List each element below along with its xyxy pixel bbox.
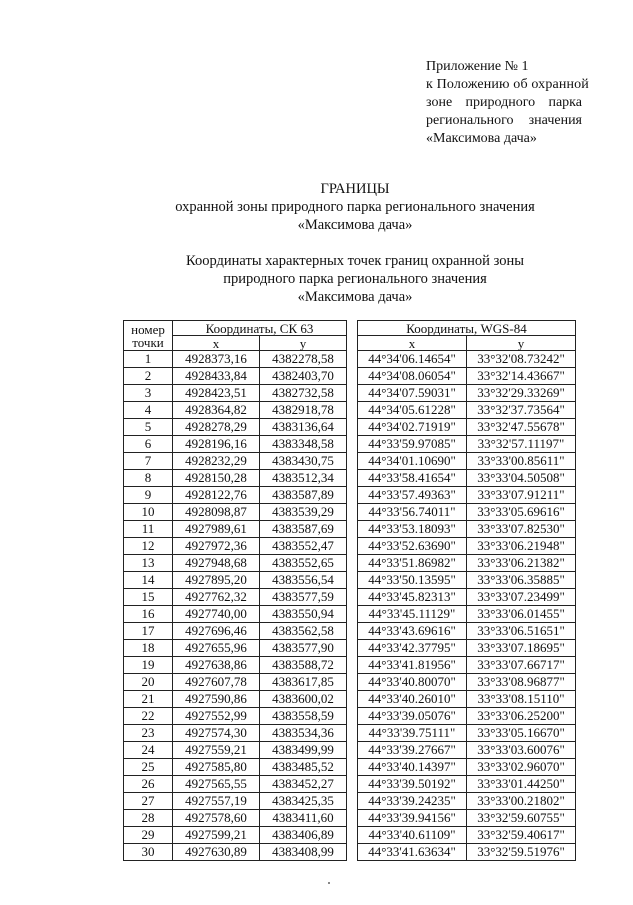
sk63-x-cell: 4927740,00 [173,606,260,623]
point-number-cell: 6 [124,436,173,453]
column-gap [347,623,358,640]
appendix-line-5: «Максимова дача» [426,131,537,146]
wgs84-x-cell: 44°34'05.61228" [358,402,467,419]
wgs84-x-cell: 44°33'53.18093" [358,521,467,538]
point-number-cell: 28 [124,810,173,827]
sk63-header: Координаты, СК 63 [173,321,347,336]
wgs84-x-cell: 44°33'50.13595" [358,572,467,589]
appendix-line-4 [426,112,582,130]
table-row [124,776,576,793]
column-gap [347,351,358,368]
point-number-cell: 18 [124,640,173,657]
table-row [124,436,576,453]
table-row [124,470,576,487]
sk63-y-cell: 4383539,29 [260,504,347,521]
sk63-x-cell: 4927559,21 [173,742,260,759]
sk63-y-cell: 4383408,99 [260,844,347,861]
table-row [124,657,576,674]
wgs84-y-cell: 33°33'07.18695" [467,640,576,657]
wgs84-y-cell: 33°32'59.60755" [467,810,576,827]
sk63-x-cell: 4927630,89 [173,844,260,861]
point-number-cell: 19 [124,657,173,674]
column-gap [347,436,358,453]
sk63-x-header: x [173,336,260,351]
table-row [124,623,576,640]
table-row [124,504,576,521]
point-number-cell: 7 [124,453,173,470]
document-title [100,180,610,234]
wgs84-y-header: y [467,336,576,351]
sk63-y-cell: 4382403,70 [260,368,347,385]
column-gap [347,827,358,844]
wgs84-x-cell: 44°33'57.49363" [358,487,467,504]
sk63-y-cell: 4382278,58 [260,351,347,368]
table-row [124,759,576,776]
sk63-y-cell: 4383411,60 [260,810,347,827]
wgs84-y-cell: 33°33'00.85611" [467,453,576,470]
table-row [124,844,576,861]
sk63-x-cell: 4927585,80 [173,759,260,776]
point-number-header [124,321,173,351]
wgs84-x-cell: 44°33'39.05076" [358,708,467,725]
wgs84-y-cell: 33°33'06.01455" [467,606,576,623]
column-gap [347,470,358,487]
sk63-x-cell: 4928278,29 [173,419,260,436]
column-gap [347,487,358,504]
appendix-line-2: к Положению об охранной [426,77,589,92]
sk63-x-cell: 4927895,20 [173,572,260,589]
sk63-x-cell: 4927948,68 [173,555,260,572]
wgs84-x-cell: 44°33'52.63690" [358,538,467,555]
wgs84-header: Координаты, WGS-84 [358,321,576,336]
table-row [124,453,576,470]
wgs84-y-cell: 33°32'47.55678" [467,419,576,436]
point-number-cell: 15 [124,589,173,606]
wgs84-x-cell: 44°33'43.69616" [358,623,467,640]
point-number-cell: 27 [124,793,173,810]
column-gap [347,844,358,861]
sk63-y-cell: 4383136,64 [260,419,347,436]
sk63-x-cell: 4928232,29 [173,453,260,470]
sk63-y-cell: 4383577,59 [260,589,347,606]
table-row [124,385,576,402]
column-gap [347,385,358,402]
sk63-y-cell: 4383556,54 [260,572,347,589]
sk63-y-cell: 4383430,75 [260,453,347,470]
wgs84-y-cell: 33°33'07.23499" [467,589,576,606]
wgs84-y-cell: 33°33'01.44250" [467,776,576,793]
point-number-cell: 12 [124,538,173,555]
sk63-y-cell: 4383552,65 [260,555,347,572]
wgs84-y-cell: 33°33'06.21382" [467,555,576,572]
table-row [124,742,576,759]
title-heading: ГРАНИЦЫ [320,181,390,197]
point-number-cell: 17 [124,623,173,640]
sk63-y-cell: 4383406,89 [260,827,347,844]
wgs84-x-cell: 44°33'40.14397" [358,759,467,776]
sk63-x-cell: 4927565,55 [173,776,260,793]
wgs84-y-cell: 33°32'59.51976" [467,844,576,861]
wgs84-x-header: x [358,336,467,351]
scan-speck [328,882,330,884]
sk63-x-cell: 4927578,60 [173,810,260,827]
sk63-x-cell: 4927607,78 [173,674,260,691]
sk63-y-cell: 4383534,36 [260,725,347,742]
wgs84-x-cell: 44°33'40.26010" [358,691,467,708]
appendix-note [426,58,589,148]
point-number-cell: 23 [124,725,173,742]
title-line-1: охранной зоны природного парка регионального значения [175,199,535,215]
wgs84-y-cell: 33°33'08.96877" [467,674,576,691]
point-number-cell: 26 [124,776,173,793]
point-number-cell: 16 [124,606,173,623]
column-gap [347,606,358,623]
appendix-word: значения [528,113,582,128]
point-number-cell: 8 [124,470,173,487]
sk63-y-cell: 4383577,90 [260,640,347,657]
table-row [124,572,576,589]
sk63-x-cell: 4927638,86 [173,657,260,674]
sk63-x-cell: 4927557,19 [173,793,260,810]
sk63-y-cell: 4383600,02 [260,691,347,708]
sk63-y-cell: 4383512,34 [260,470,347,487]
column-gap [347,538,358,555]
wgs84-y-cell: 33°33'07.91211" [467,487,576,504]
appendix-word: парка [548,95,582,110]
point-number-cell: 25 [124,759,173,776]
point-number-cell: 22 [124,708,173,725]
wgs84-y-cell: 33°33'03.60076" [467,742,576,759]
table-row [124,725,576,742]
column-gap [347,419,358,436]
sk63-x-cell: 4927655,96 [173,640,260,657]
point-number-cell: 24 [124,742,173,759]
wgs84-x-cell: 44°33'41.63634" [358,844,467,861]
wgs84-x-cell: 44°33'39.24235" [358,793,467,810]
column-gap [347,321,358,351]
wgs84-x-cell: 44°33'39.50192" [358,776,467,793]
wgs84-x-cell: 44°34'01.10690" [358,453,467,470]
sk63-y-cell: 4383348,58 [260,436,347,453]
table-row [124,402,576,419]
point-number-cell: 21 [124,691,173,708]
sk63-y-cell: 4383499,99 [260,742,347,759]
table-row [124,589,576,606]
wgs84-y-cell: 33°33'05.16670" [467,725,576,742]
sk63-x-cell: 4927590,86 [173,691,260,708]
table-row [124,708,576,725]
sk63-y-cell: 4383558,59 [260,708,347,725]
column-gap [347,793,358,810]
table-row [124,538,576,555]
wgs84-x-cell: 44°33'42.37795" [358,640,467,657]
wgs84-x-cell: 44°34'02.71919" [358,419,467,436]
column-gap [347,725,358,742]
wgs84-x-cell: 44°33'51.86982" [358,555,467,572]
wgs84-x-cell: 44°33'45.82313" [358,589,467,606]
column-gap [347,368,358,385]
sk63-x-cell: 4927552,99 [173,708,260,725]
subtitle-line-3: «Максимова дача» [297,289,413,305]
column-gap [347,657,358,674]
sk63-y-cell: 4382732,58 [260,385,347,402]
point-number-cell: 14 [124,572,173,589]
sk63-y-header: y [260,336,347,351]
appendix-word: регионального [426,113,514,128]
point-number-cell: 20 [124,674,173,691]
wgs84-x-cell: 44°33'39.27667" [358,742,467,759]
table-row [124,827,576,844]
wgs84-x-cell: 44°33'41.81956" [358,657,467,674]
wgs84-x-cell: 44°33'56.74011" [358,504,467,521]
column-gap [347,555,358,572]
point-number-cell: 30 [124,844,173,861]
sk63-y-cell: 4383587,69 [260,521,347,538]
point-number-cell: 5 [124,419,173,436]
wgs84-y-cell: 33°32'14.43667" [467,368,576,385]
point-number-cell: 2 [124,368,173,385]
coordinates-rows [124,351,576,861]
appendix-word: зоне [426,95,453,110]
point-number-cell: 3 [124,385,173,402]
appendix-word: природного [465,95,536,110]
sk63-y-cell: 4383425,35 [260,793,347,810]
column-gap [347,402,358,419]
sk63-x-cell: 4928423,51 [173,385,260,402]
sk63-y-cell: 4383617,85 [260,674,347,691]
table-row [124,640,576,657]
sk63-x-cell: 4927972,36 [173,538,260,555]
wgs84-y-cell: 33°33'07.82530" [467,521,576,538]
column-gap [347,521,358,538]
wgs84-x-cell: 44°34'06.14654" [358,351,467,368]
column-gap [347,504,358,521]
sk63-x-cell: 4927762,32 [173,589,260,606]
column-gap [347,453,358,470]
sk63-x-cell: 4928196,16 [173,436,260,453]
title-line-2: «Максимова дача» [297,217,413,233]
wgs84-y-cell: 33°33'00.21802" [467,793,576,810]
wgs84-y-cell: 33°32'59.40617" [467,827,576,844]
table-row [124,691,576,708]
table-row [124,674,576,691]
table-row [124,793,576,810]
wgs84-y-cell: 33°33'05.69616" [467,504,576,521]
point-number-cell: 4 [124,402,173,419]
wgs84-y-cell: 33°33'02.96070" [467,759,576,776]
column-gap [347,742,358,759]
wgs84-y-cell: 33°33'07.66717" [467,657,576,674]
sk63-y-cell: 4382918,78 [260,402,347,419]
point-number-cell: 9 [124,487,173,504]
table-row [124,368,576,385]
wgs84-x-cell: 44°33'40.80070" [358,674,467,691]
wgs84-x-cell: 44°33'40.61109" [358,827,467,844]
table-row [124,606,576,623]
header-word: точки [132,334,164,350]
subtitle-line-2: природного парка регионального значения [223,271,487,287]
sk63-x-cell: 4927574,30 [173,725,260,742]
table-row [124,810,576,827]
sk63-x-cell: 4928364,82 [173,402,260,419]
sk63-y-cell: 4383485,52 [260,759,347,776]
sk63-y-cell: 4383452,27 [260,776,347,793]
wgs84-y-cell: 33°32'29.33269" [467,385,576,402]
column-gap [347,589,358,606]
wgs84-x-cell: 44°34'07.59031" [358,385,467,402]
appendix-line-1: Приложение № 1 [426,59,529,74]
wgs84-x-cell: 44°33'39.75111" [358,725,467,742]
column-gap [347,640,358,657]
sk63-x-cell: 4928433,84 [173,368,260,385]
point-number-cell: 11 [124,521,173,538]
point-number-cell: 1 [124,351,173,368]
wgs84-x-cell: 44°33'45.11129" [358,606,467,623]
wgs84-y-cell: 33°33'06.51651" [467,623,576,640]
wgs84-y-cell: 33°33'06.21948" [467,538,576,555]
subtitle-line-1: Координаты характерных точек границ охранной зоны [186,253,524,269]
point-number-cell: 10 [124,504,173,521]
sk63-x-cell: 4928150,28 [173,470,260,487]
wgs84-x-cell: 44°33'58.41654" [358,470,467,487]
wgs84-x-cell: 44°33'59.97085" [358,436,467,453]
column-gap [347,708,358,725]
wgs84-y-cell: 33°32'08.73242" [467,351,576,368]
sk63-x-cell: 4927989,61 [173,521,260,538]
point-number-cell: 13 [124,555,173,572]
column-gap [347,759,358,776]
column-gap [347,674,358,691]
sk63-y-cell: 4383552,47 [260,538,347,555]
table-row [124,555,576,572]
header-word: номер [131,321,165,337]
column-gap [347,776,358,793]
sk63-x-cell: 4928098,87 [173,504,260,521]
wgs84-y-cell: 33°33'04.50508" [467,470,576,487]
wgs84-x-cell: 44°33'39.94156" [358,810,467,827]
wgs84-y-cell: 33°32'57.11197" [467,436,576,453]
wgs84-y-cell: 33°33'06.25200" [467,708,576,725]
appendix-line-3 [426,94,582,112]
sk63-y-cell: 4383550,94 [260,606,347,623]
column-gap [347,691,358,708]
sk63-y-cell: 4383588,72 [260,657,347,674]
sk63-x-cell: 4928122,76 [173,487,260,504]
sk63-x-cell: 4928373,16 [173,351,260,368]
table-row [124,521,576,538]
column-gap [347,810,358,827]
table-row [124,487,576,504]
column-gap [347,572,358,589]
sk63-y-cell: 4383587,89 [260,487,347,504]
wgs84-y-cell: 33°33'08.15110" [467,691,576,708]
document-subtitle [100,252,610,306]
sk63-x-cell: 4927696,46 [173,623,260,640]
sk63-y-cell: 4383562,58 [260,623,347,640]
coordinates-table [123,320,576,861]
sk63-x-cell: 4927599,21 [173,827,260,844]
wgs84-y-cell: 33°32'37.73564" [467,402,576,419]
wgs84-x-cell: 44°34'08.06054" [358,368,467,385]
wgs84-y-cell: 33°33'06.35885" [467,572,576,589]
point-number-cell: 29 [124,827,173,844]
table-row [124,419,576,436]
table-row [124,351,576,368]
